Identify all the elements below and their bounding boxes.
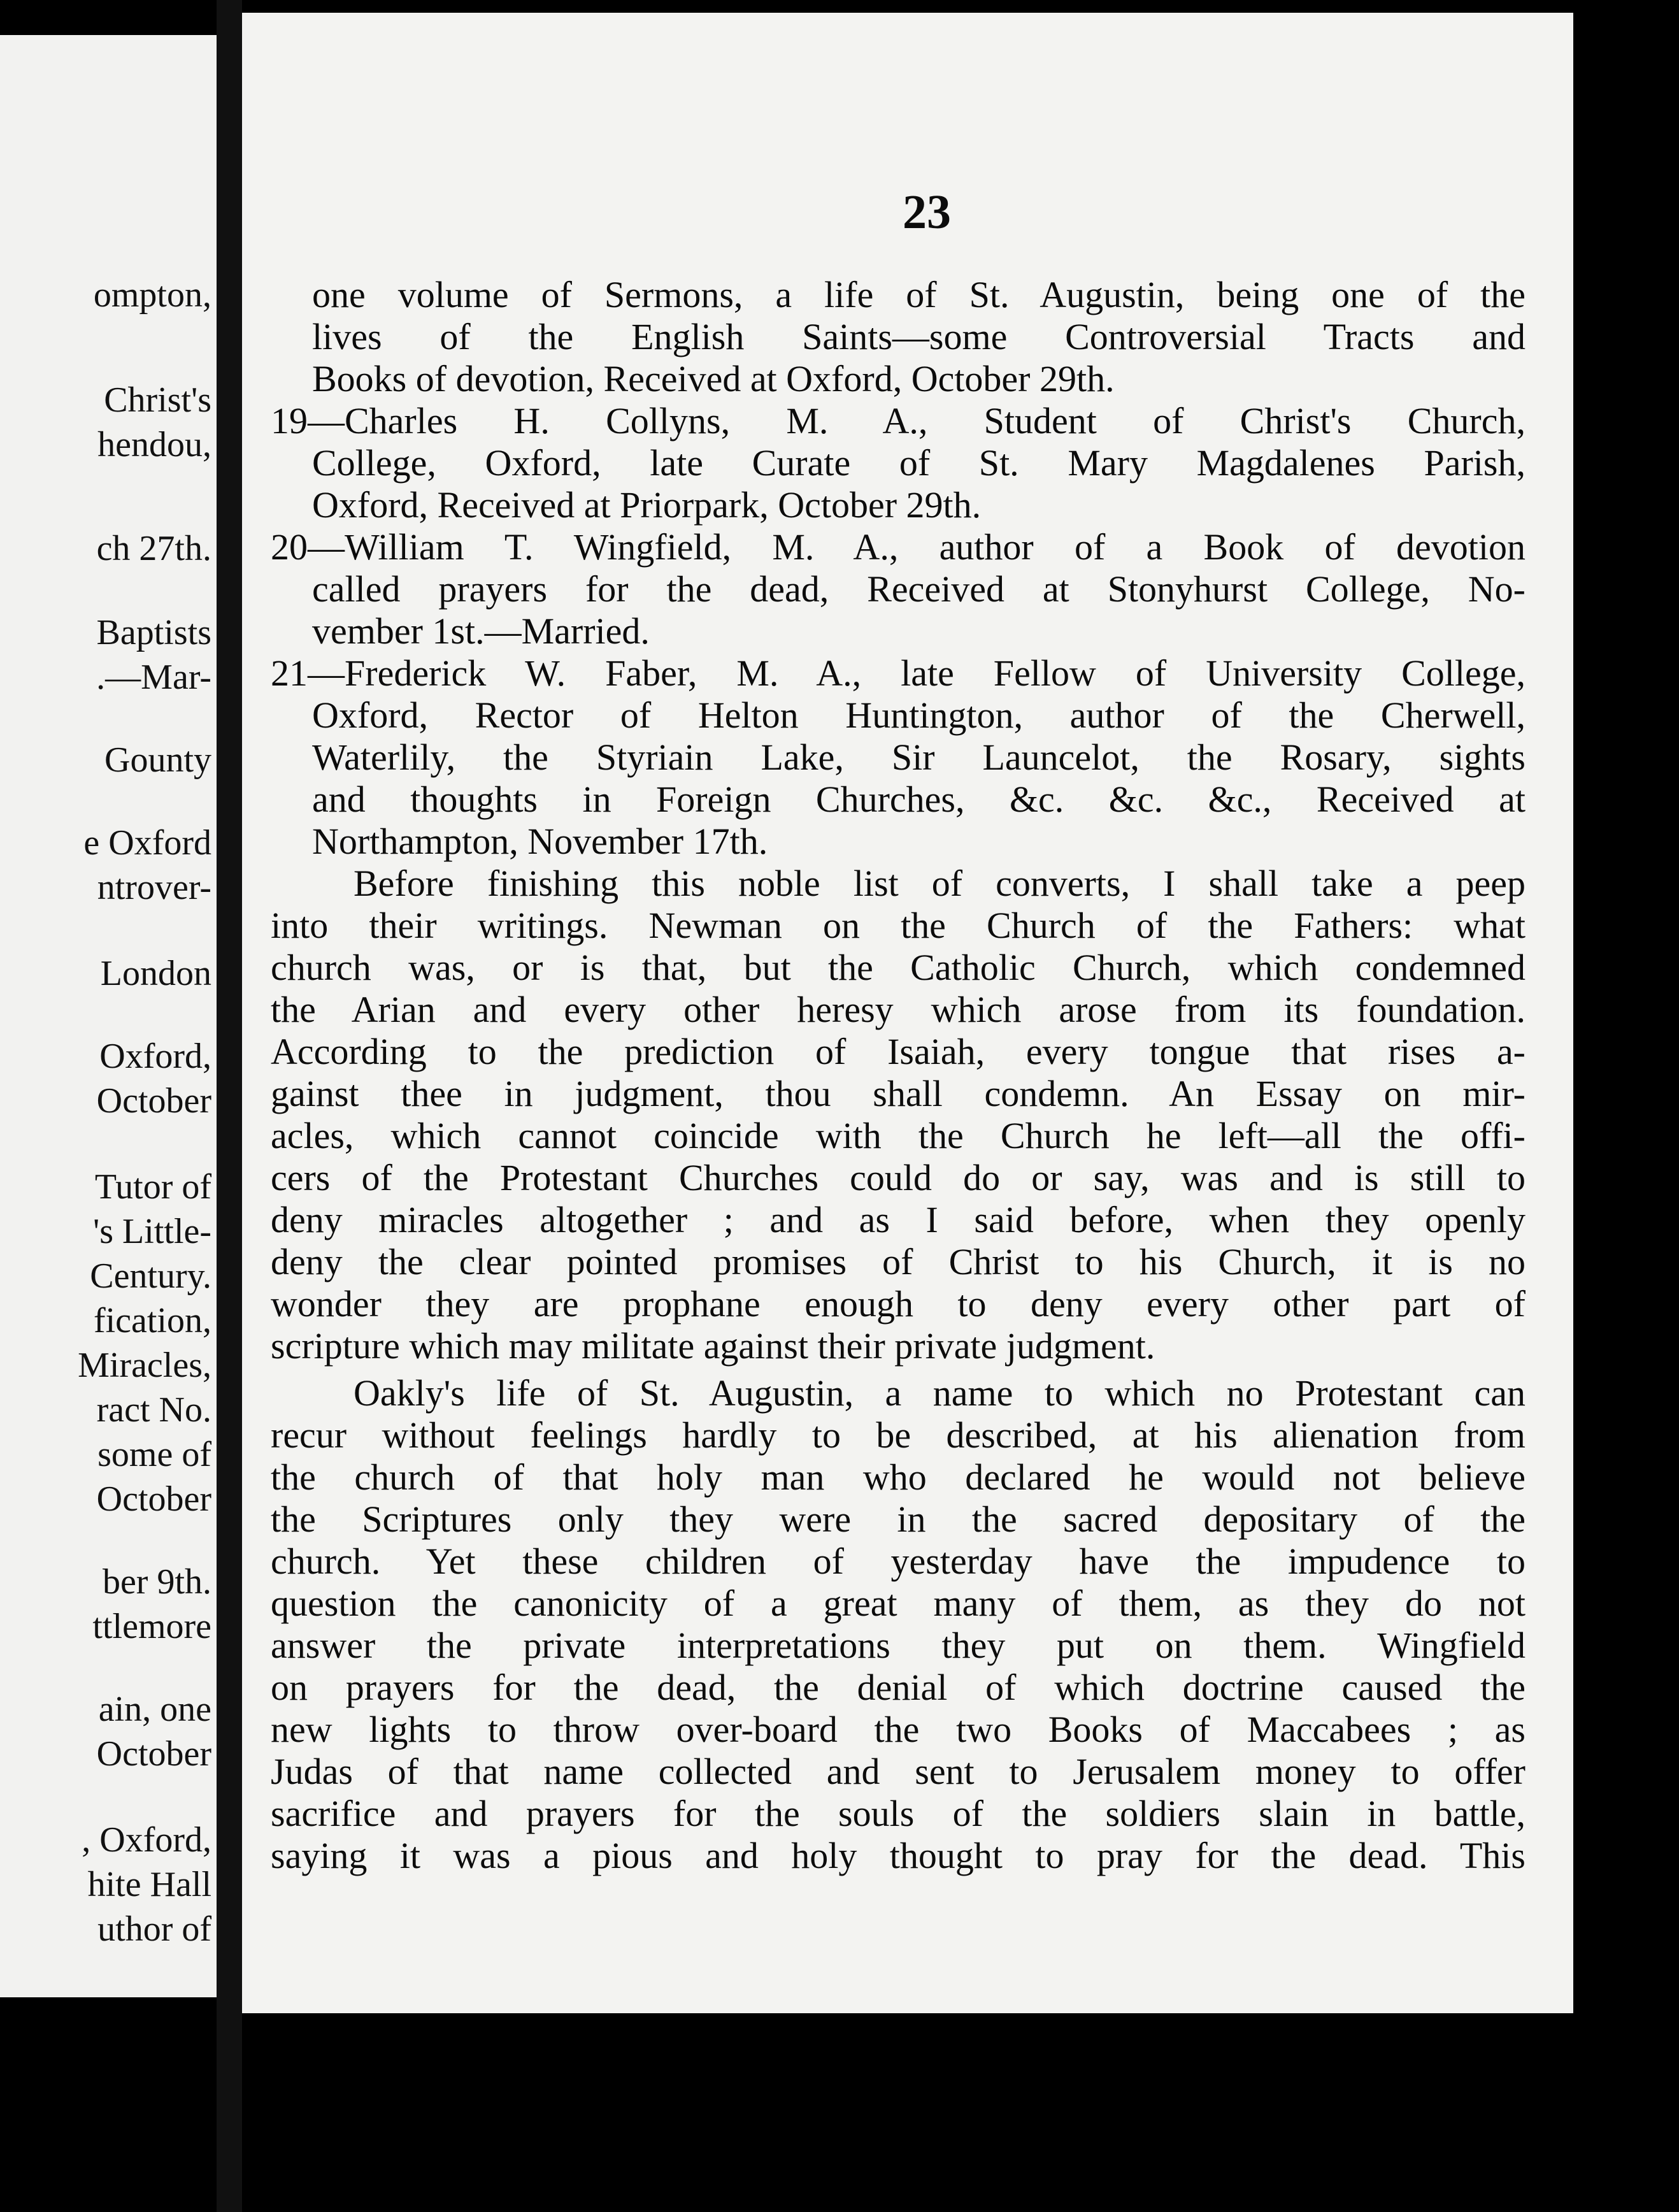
text-line: Before finishing this noble list of converts, I shall take a peep bbox=[354, 863, 1525, 904]
left-line: fication, bbox=[93, 1301, 211, 1340]
left-line: ber 9th. bbox=[102, 1562, 211, 1602]
text-line: answer the private interpretations they put on them. Wingfield bbox=[271, 1625, 1525, 1666]
left-line: Baptists bbox=[96, 613, 211, 652]
left-line: October bbox=[96, 1479, 211, 1519]
left-page-fragment bbox=[0, 35, 217, 1997]
left-line: hite Hall bbox=[87, 1865, 211, 1904]
text-line: acles, which cannot coincide with the Church he left—all the offi- bbox=[271, 1115, 1525, 1156]
left-line: hendou, bbox=[97, 425, 211, 464]
text-line: recur without feelings hardly to be described, at his alienation from bbox=[271, 1414, 1525, 1456]
left-line: ract No. bbox=[96, 1390, 211, 1430]
text-line: Judas of that name collected and sent to Jerusalem money to offer bbox=[271, 1751, 1525, 1792]
left-line: ntrover- bbox=[97, 868, 211, 907]
text-line: and thoughts in Foreign Churches, &c. &c. &c., Received at bbox=[312, 779, 1525, 820]
text-line: Waterlily, the Styriain Lake, Sir Launcelot, the Rosary, sights bbox=[312, 736, 1525, 778]
text-line: wonder they are prophane enough to deny every other part of bbox=[271, 1283, 1525, 1325]
left-line: Christ's bbox=[104, 380, 211, 420]
left-line: Century. bbox=[90, 1256, 211, 1296]
text-line: 21—Frederick W. Faber, M. A., late Fellow of University College, bbox=[271, 652, 1525, 694]
left-line: London bbox=[100, 954, 211, 993]
text-line: cers of the Protestant Churches could do or say, was and is still to bbox=[271, 1157, 1525, 1198]
paragraph-converts-writings bbox=[271, 863, 1525, 1367]
text-line: into their writings. Newman on the Church of the Fathers: what bbox=[271, 905, 1525, 946]
text-line: Oxford, Rector of Helton Huntington, author of the Cherwell, bbox=[312, 694, 1525, 736]
left-line: ain, one bbox=[98, 1690, 211, 1729]
text-line: deny miracles altogether ; and as I said before, when they openly bbox=[271, 1199, 1525, 1240]
left-line: ch 27th. bbox=[96, 529, 211, 568]
text-line: According to the prediction of Isaiah, every tongue that rises a- bbox=[271, 1031, 1525, 1072]
left-line: Gounty bbox=[104, 740, 211, 780]
text-line: College, Oxford, late Curate of St. Mary Magdalenes Parish, bbox=[312, 442, 1525, 484]
left-line: e Oxford bbox=[83, 823, 211, 863]
left-line: Miracles, bbox=[78, 1346, 211, 1385]
left-line: some of bbox=[97, 1435, 211, 1474]
left-line: October bbox=[96, 1734, 211, 1774]
text-line: scripture which may militate against their private judgment. bbox=[271, 1325, 1155, 1367]
left-line: Oxford, bbox=[99, 1037, 211, 1076]
text-line: lives of the English Saints—some Controversial Tracts and bbox=[312, 316, 1525, 357]
text-line: Oakly's life of St. Augustin, a name to which no Protestant can bbox=[354, 1372, 1525, 1414]
right-page bbox=[242, 13, 1611, 2013]
text-line: deny the clear pointed promises of Christ to his Church, it is no bbox=[271, 1241, 1525, 1282]
left-line: ompton, bbox=[93, 275, 211, 315]
entry-19 bbox=[271, 400, 1525, 526]
left-line: October bbox=[96, 1081, 211, 1121]
entry-21 bbox=[271, 652, 1525, 863]
text-line: saying it was a pious and holy thought to pray for the dead. This bbox=[271, 1835, 1525, 1876]
text-line: Books of devotion, Received at Oxford, October 29th. bbox=[312, 358, 1115, 399]
left-line: Tutor of bbox=[94, 1167, 211, 1207]
entry-18-continued bbox=[312, 274, 1525, 400]
left-line: , Oxford, bbox=[82, 1820, 211, 1860]
left-line: ttlemore bbox=[92, 1607, 211, 1646]
text-line: the Arian and every other heresy which arose from its foundation. bbox=[271, 989, 1525, 1030]
left-line: uthor of bbox=[97, 1909, 211, 1949]
paragraph-oakly-augustin bbox=[271, 1372, 1525, 1877]
text-line: one volume of Sermons, a life of St. Augustin, being one of the bbox=[312, 274, 1525, 315]
text-line: Northampton, November 17th. bbox=[312, 821, 768, 862]
text-line: church was, or is that, but the Catholic Church, which condemned bbox=[271, 947, 1525, 988]
text-line: new lights to throw over-board the two Books of Maccabees ; as bbox=[271, 1709, 1525, 1750]
text-line: sacrifice and prayers for the souls of the soldiers slain in battle, bbox=[271, 1793, 1525, 1834]
text-line: 20—William T. Wingfield, M. A., author of a Book of devotion bbox=[271, 526, 1525, 568]
text-line: church. Yet these children of yesterday have the impudence to bbox=[271, 1540, 1525, 1582]
text-line: the Scriptures only they were in the sacred depositary of the bbox=[271, 1498, 1525, 1540]
left-line: .—Mar- bbox=[96, 657, 211, 697]
page-body bbox=[271, 274, 1525, 1877]
text-line: called prayers for the dead, Received at Stonyhurst College, No- bbox=[312, 568, 1525, 610]
text-line: the church of that holy man who declared he would not believe bbox=[271, 1456, 1525, 1498]
page-number: 23 bbox=[903, 185, 951, 239]
text-line: Oxford, Received at Priorpark, October 29th. bbox=[312, 484, 982, 526]
book-gutter bbox=[217, 0, 242, 2212]
text-line: on prayers for the dead, the denial of which doctrine caused the bbox=[271, 1667, 1525, 1708]
text-line: gainst thee in judgment, thou shall condemn. An Essay on mir- bbox=[271, 1073, 1525, 1114]
text-line: vember 1st.—Married. bbox=[312, 610, 650, 652]
left-line: 's Little- bbox=[93, 1212, 211, 1251]
text-line: 19—Charles H. Collyns, M. A., Student of Christ's Church, bbox=[271, 400, 1525, 442]
text-line: question the canonicity of a great many of them, as they do not bbox=[271, 1583, 1525, 1624]
scan-border bbox=[1573, 0, 1679, 2212]
entry-20 bbox=[271, 526, 1525, 652]
